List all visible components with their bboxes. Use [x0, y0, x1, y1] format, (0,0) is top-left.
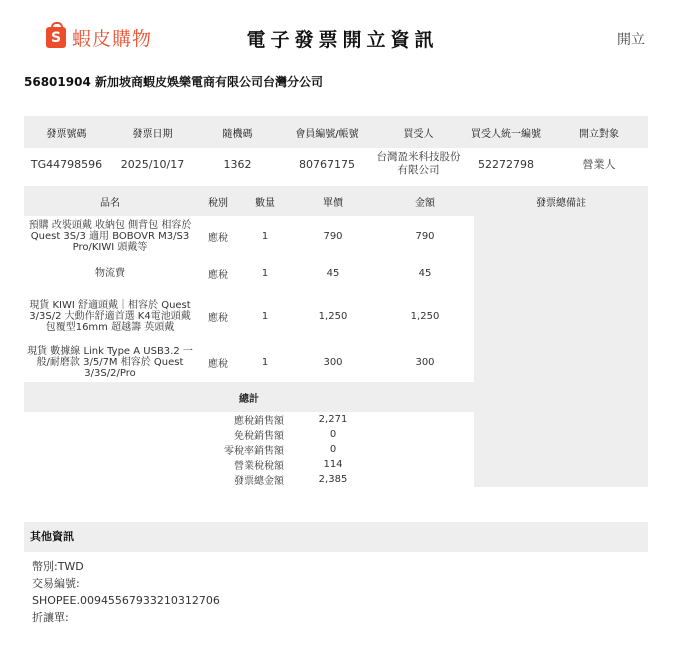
buyer-name: 台灣盈米科技股份有限公司 [376, 151, 461, 176]
issue-button[interactable]: 開立 [617, 32, 645, 48]
col-remarks: 發票總備註 [536, 197, 586, 209]
item-amount: 790 [415, 230, 435, 242]
random-code: 1362 [223, 157, 252, 171]
total-header: 總計 [24, 382, 474, 412]
summary-label: 零稅率銷售額 [224, 446, 284, 457]
summary-label: 免稅銷售額 [234, 431, 284, 442]
transaction-label: 交易編號: [32, 577, 80, 590]
items-header-row [24, 186, 648, 216]
item-qty: 1 [261, 310, 269, 322]
item-name: 物流費 [95, 267, 125, 279]
item-price: 300 [323, 356, 343, 368]
invoice-data-row [24, 148, 648, 180]
item-price: 45 [326, 267, 340, 279]
col-issue-target: 開立對象 [579, 128, 619, 140]
col-buyer: 買受人 [403, 128, 434, 140]
allowance-label: 折讓單: [32, 611, 69, 624]
other-info-body [32, 558, 220, 626]
item-name: 現貨 KIWI 舒適頭戴｜相容於 Quest 3/3S/2 大動作舒適首選 K4電池頭戴 包覆型16mm 超越籌 英頭戴 [29, 299, 191, 333]
item-tax: 應稅 [208, 269, 228, 281]
invoice-remarks [474, 216, 648, 487]
item-tax: 應稅 [208, 312, 228, 324]
item-price: 1,250 [318, 310, 348, 322]
buyer-tax-id: 52272798 [478, 157, 534, 171]
item-row [24, 216, 648, 256]
col-tax-type: 稅別 [208, 197, 228, 209]
col-unit-price: 單價 [323, 197, 343, 209]
other-info-title: 其他資訊 [24, 522, 648, 552]
summary-label: 發票總金額 [234, 476, 284, 487]
items-table [24, 186, 648, 487]
item-name: 預購 改裝頭戴 收納包 側背包 相容於 Quest 3S/3 適用 BOBOVR M3/S3 Pro/KIWI 頭戴等 [28, 219, 192, 253]
invoice-number: TG44798596 [30, 157, 103, 171]
col-invoice-date: 發票日期 [132, 128, 173, 140]
brand-name: 蝦皮購物 [72, 28, 153, 50]
seller-info: 56801904 新加坡商蝦皮娛樂電商有限公司台灣分公司 [24, 75, 323, 89]
summary-value: 0 [329, 444, 337, 455]
col-invoice-number: 發票號碼 [46, 128, 87, 140]
item-price: 790 [323, 230, 343, 242]
item-amount: 300 [415, 356, 435, 368]
shopee-bag-icon: S [46, 27, 66, 48]
currency-line: 幣別:TWD [32, 560, 84, 573]
summary-value: 2,271 [318, 414, 348, 425]
item-qty: 1 [261, 356, 269, 368]
col-item-name: 品名 [100, 197, 120, 209]
item-qty: 1 [261, 267, 269, 279]
item-amount: 45 [418, 267, 432, 279]
item-tax: 應稅 [208, 358, 228, 370]
issue-target: 營業人 [582, 158, 616, 171]
summary-value: 114 [323, 459, 343, 470]
invoice-info-table [24, 116, 648, 180]
summary-label: 營業稅稅額 [234, 461, 284, 472]
col-member-id: 會員編號/帳號 [295, 128, 359, 140]
col-quantity: 數量 [255, 197, 275, 209]
col-random-code: 隨機碼 [222, 128, 253, 140]
invoice-header-row [24, 116, 648, 148]
member-id: 80767175 [299, 157, 355, 171]
summary-value: 2,385 [318, 474, 348, 485]
page-title: 電子發票開立資訊 [246, 29, 439, 51]
item-qty: 1 [261, 230, 269, 242]
summary-value: 0 [329, 429, 337, 440]
col-buyer-tax-id: 買受人統一編號 [471, 128, 541, 140]
col-amount: 金額 [415, 197, 435, 209]
summary-label: 應稅銷售額 [234, 416, 284, 427]
transaction-number: SHOPEE.00945567933210312706 [32, 594, 220, 607]
invoice-date: 2025/10/17 [120, 157, 185, 171]
item-tax: 應稅 [208, 232, 228, 244]
item-name: 現貨 數據線 Link Type A USB3.2 一般/耐磨款 3/5/7M 相容於 Quest 3/3S/2/Pro [27, 345, 193, 379]
item-amount: 1,250 [410, 310, 440, 322]
